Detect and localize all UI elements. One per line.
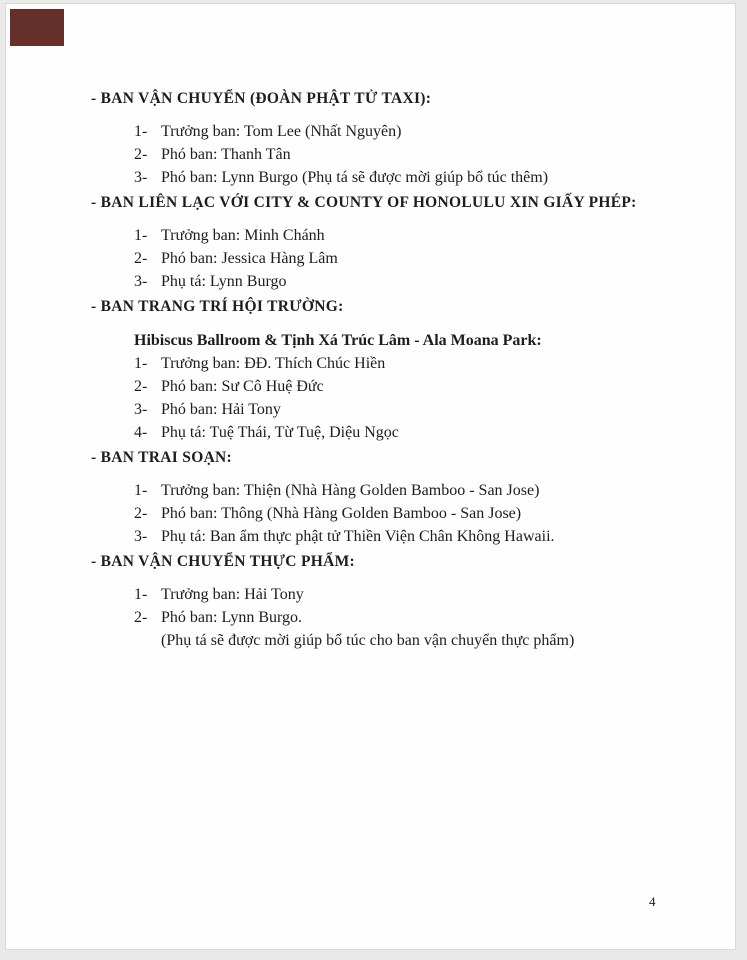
item-text: Trưởng ban: Thiện (Nhà Hàng Golden Bamboo - San Jose) — [161, 482, 540, 499]
item-number: 2- — [134, 250, 148, 267]
item-number: 1- — [134, 227, 148, 244]
section-header: - BAN TRAI SOẠN: — [91, 449, 233, 466]
item-number: 3- — [134, 273, 148, 290]
section-ban-van-chuyen-taxi — [6, 89, 735, 189]
item-text: Trưởng ban: Minh Chánh — [161, 227, 325, 244]
item-text: Phó ban: Hải Tony — [161, 401, 281, 418]
section-header: - BAN LIÊN LẠC VỚI CITY & COUNTY OF HONOLULU XIN GIẤY PHÉP: — [91, 194, 637, 211]
list-item — [6, 421, 735, 444]
section-subheader: Hibiscus Ballroom & Tịnh Xá Trúc Lâm - Ala Moana Park: — [134, 332, 542, 349]
list-item — [6, 143, 735, 166]
item-text: Trưởng ban: Tom Lee (Nhất Nguyên) — [161, 123, 402, 140]
item-number: 4- — [134, 424, 148, 441]
item-number: 3- — [134, 528, 148, 545]
list-item — [6, 375, 735, 398]
list-item — [6, 247, 735, 270]
section-ban-trai-soan — [6, 448, 735, 548]
document-content — [6, 89, 735, 656]
corner-redaction-block — [10, 9, 64, 46]
item-number: 3- — [134, 169, 148, 186]
item-text: Phụ tá: Tuệ Thái, Từ Tuệ, Diệu Ngọc — [161, 424, 399, 441]
list-item — [6, 224, 735, 247]
item-number: 2- — [134, 146, 148, 163]
list-item — [6, 525, 735, 548]
list-item — [6, 583, 735, 606]
item-text: Phó ban: Thanh Tân — [161, 146, 291, 163]
section-ban-van-chuyen-thuc-pham — [6, 552, 735, 652]
item-number: 2- — [134, 378, 148, 395]
item-text: Trưởng ban: ĐĐ. Thích Chúc Hiền — [161, 355, 386, 372]
list-item — [6, 352, 735, 375]
item-number: 1- — [134, 482, 148, 499]
list-item — [6, 166, 735, 189]
list-item — [6, 270, 735, 293]
item-text: (Phụ tá sẽ được mời giúp bổ túc cho ban vận chuyển thực phẩm) — [161, 632, 575, 649]
list-item — [6, 479, 735, 502]
list-item — [6, 629, 735, 652]
list-item — [6, 502, 735, 525]
item-text: Phó ban: Thông (Nhà Hàng Golden Bamboo - San Jose) — [161, 505, 522, 522]
item-text: Phó ban: Sư Cô Huệ Đức — [161, 378, 324, 395]
section-header: - BAN VẬN CHUYỂN THỰC PHẨM: — [91, 553, 355, 570]
document-page — [5, 3, 736, 950]
item-number: 2- — [134, 505, 148, 522]
item-text: Phụ tá: Ban ẩm thực phật tử Thiền Viện Chân Không Hawaii. — [161, 528, 555, 545]
list-item — [6, 606, 735, 629]
item-number: 1- — [134, 355, 148, 372]
page-number: 4 — [649, 894, 656, 909]
item-number: 3- — [134, 401, 148, 418]
section-ban-lien-lac — [6, 193, 735, 293]
item-text: Trưởng ban: Hải Tony — [161, 586, 304, 603]
section-header: - BAN VẬN CHUYỂN (ĐOÀN PHẬT TỬ TAXI): — [91, 90, 432, 107]
section-header: - BAN TRANG TRÍ HỘI TRƯỜNG: — [91, 298, 344, 315]
list-item — [6, 120, 735, 143]
item-number: 1- — [134, 123, 148, 140]
item-text: Phó ban: Lynn Burgo. — [161, 609, 303, 626]
list-item — [6, 398, 735, 421]
item-number: 2- — [134, 609, 148, 626]
section-ban-trang-tri — [6, 297, 735, 444]
item-text: Phó ban: Lynn Burgo (Phụ tá sẽ được mời giúp bổ túc thêm) — [161, 169, 549, 186]
item-text: Phó ban: Jessica Hàng Lâm — [161, 250, 338, 267]
item-text: Phụ tá: Lynn Burgo — [161, 273, 287, 290]
item-number: 1- — [134, 586, 148, 603]
